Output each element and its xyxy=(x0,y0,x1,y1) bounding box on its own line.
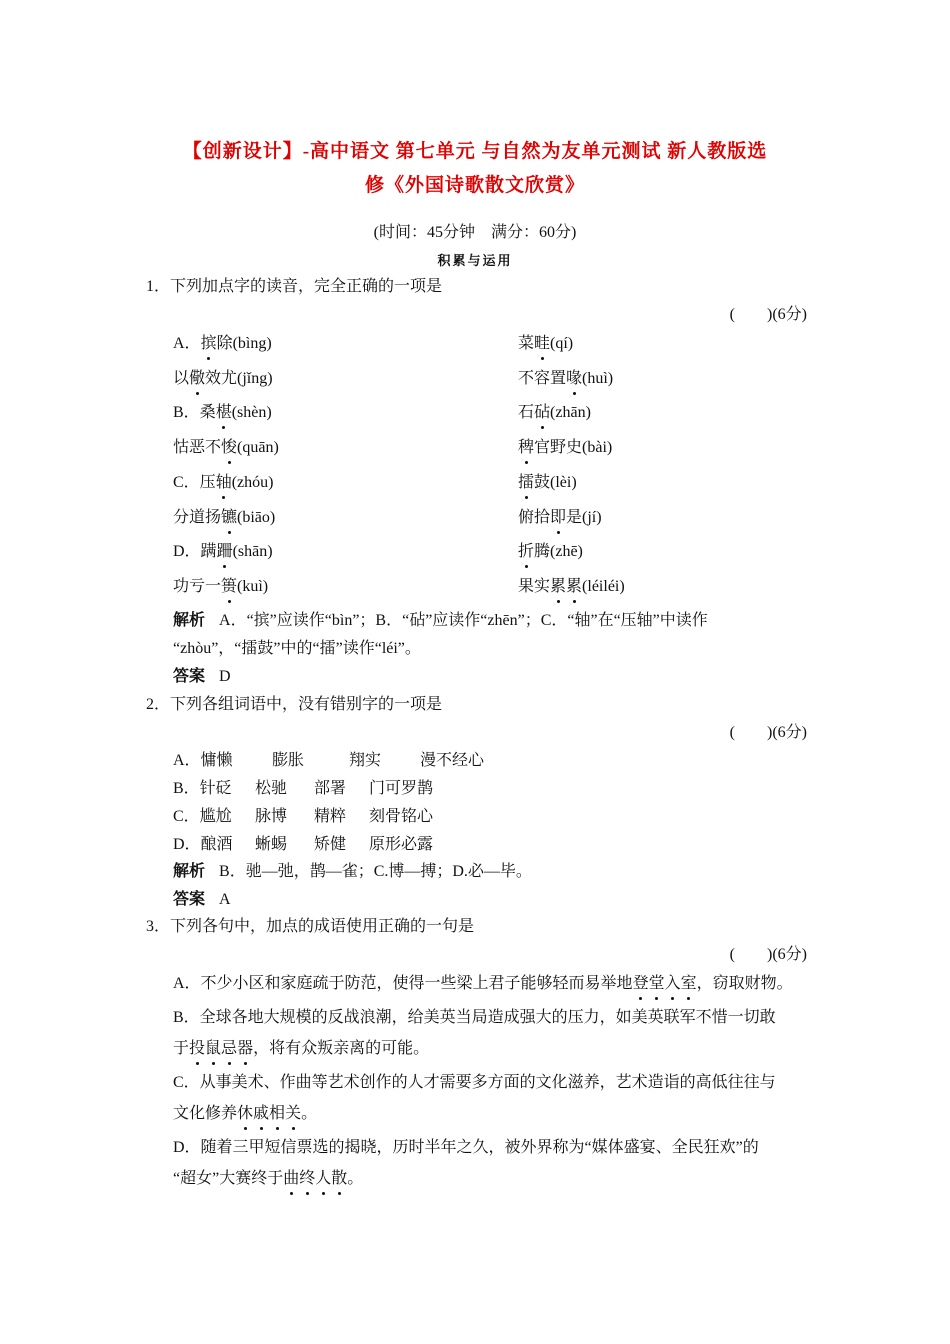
q1-option-8-a xyxy=(173,576,268,598)
answer-label: 答案 xyxy=(173,891,206,908)
emphasis-char: 椹 xyxy=(216,402,232,424)
option-text-end: (shān) xyxy=(232,543,273,560)
q2-answer-value: A xyxy=(219,891,231,908)
q1-option-5-b xyxy=(518,472,577,494)
q3-a-dotted-idiom xyxy=(633,975,697,992)
emphasis-char: 投 xyxy=(189,1038,205,1060)
q1-option-4-b xyxy=(518,437,612,459)
q2-stem: 2．下列各组词语中，没有错别字的一项是 xyxy=(146,696,443,713)
q3-option-c-line2 xyxy=(173,1103,317,1125)
q2-analysis xyxy=(173,861,532,883)
q3-option-b-line2 xyxy=(173,1038,429,1060)
emphasis-char: 曲 xyxy=(283,1168,299,1190)
q1-analysis-text2: “zhòu”，“擂鼓”中的“擂”读作“léi”。 xyxy=(173,640,421,657)
q1-answer-value: D xyxy=(219,668,231,685)
analysis-label: 解析 xyxy=(173,612,206,629)
option-text: 俯拾 xyxy=(518,509,551,526)
emphasis-char: 即 xyxy=(550,507,566,529)
q3-d-text-end: 。 xyxy=(347,1170,364,1187)
dotted-character xyxy=(216,404,232,421)
dotted-character xyxy=(216,474,232,491)
q2-answer xyxy=(173,889,231,911)
dotted-character xyxy=(550,578,582,595)
dotted-character xyxy=(534,404,550,421)
q3-b-dotted-idiom xyxy=(189,1040,253,1057)
q2-option-3-word-2: 脉博 xyxy=(255,808,288,825)
q1-option-1-a xyxy=(173,333,272,355)
option-text: B．桑 xyxy=(173,404,216,421)
emphasis-char: 累 xyxy=(566,576,582,598)
option-text-end: (kuì) xyxy=(237,578,269,595)
q1-option-4-a xyxy=(173,437,279,459)
emphasis-char: 折 xyxy=(518,541,534,563)
emphasis-char: 休 xyxy=(237,1103,253,1125)
dotted-character xyxy=(534,335,550,352)
emphasis-char: 稗 xyxy=(518,437,534,459)
time-info: (时间：45分钟 满分：60分) xyxy=(373,224,577,241)
dotted-character xyxy=(518,474,534,491)
emphasis-char: 镳 xyxy=(221,507,237,529)
q3-option-b-line1: B．全球各地大规模的反战浪潮，给美英当局造成强大的压力，如美英联军不惜一切敢 xyxy=(173,1009,776,1026)
emphasis-char: 人 xyxy=(315,1168,331,1190)
q2-analysis-text: B．驰—弛，鹊—雀；C.博—搏；D.必—毕。 xyxy=(219,863,532,880)
q3-score: ( )(6分) xyxy=(729,946,807,963)
q3-c-dotted-idiom xyxy=(237,1105,301,1122)
q1-option-7-a xyxy=(173,541,273,563)
emphasis-char: 堂 xyxy=(649,973,665,995)
dotted-character xyxy=(566,370,582,387)
q1-option-1-b xyxy=(518,333,573,355)
dotted-character xyxy=(550,509,566,526)
q2-option-2-word-4: 门可罗鹊 xyxy=(369,780,434,797)
emphasis-char: 篑 xyxy=(221,576,237,598)
section-heading: 积累与运用 xyxy=(437,253,513,268)
option-text-end: 除(bìng) xyxy=(216,335,272,352)
q3-b-text: 于 xyxy=(173,1040,190,1057)
option-text: 怙恶不 xyxy=(173,439,222,456)
q2-option-3-word-1: C．尴尬 xyxy=(173,808,232,825)
q2-option-4-word-2: 蜥蜴 xyxy=(255,836,288,853)
option-text-end: (shèn) xyxy=(231,404,272,421)
dotted-character xyxy=(217,543,233,560)
emphasis-char: 悛 xyxy=(221,437,237,459)
emphasis-char: 相 xyxy=(269,1103,285,1125)
emphasis-char: 器 xyxy=(237,1038,253,1060)
option-text-end: (quān) xyxy=(237,439,279,456)
emphasis-char: 鼠 xyxy=(205,1038,221,1060)
q2-option-4-word-4: 原形必露 xyxy=(369,836,434,853)
option-text: 菜 xyxy=(518,335,535,352)
option-text-end: (biāo) xyxy=(237,509,276,526)
emphasis-char: 终 xyxy=(299,1168,315,1190)
q3-c-text: 文化修养 xyxy=(173,1105,238,1122)
doc-title-line1: 【创新设计】-高中语文 第七单元 与自然为友单元测试 新人教版选 xyxy=(182,141,768,162)
q2-option-2-word-3: 部署 xyxy=(314,780,347,797)
answer-label: 答案 xyxy=(173,668,206,685)
option-text-end: 官野史(bài) xyxy=(534,439,613,456)
option-text-end: (qí) xyxy=(550,335,574,352)
option-text-end: (zhān) xyxy=(550,404,591,421)
q1-option-3-a xyxy=(173,402,272,424)
q3-stem: 3．下列各句中，加点的成语使用正确的一句是 xyxy=(146,918,475,935)
q3-option-c-line1: C．从事美术、作曲等艺术创作的人才需要多方面的文化滋养，艺术造诣的高低往往与 xyxy=(173,1074,776,1091)
q1-option-6-b xyxy=(518,507,602,529)
q3-option-d-line2 xyxy=(173,1168,363,1190)
q1-analysis-text1: A．“摈”应读作“bìn”；B．“砧”应读作“zhēn”；C．“轴”在“压轴”中读作 xyxy=(219,612,708,629)
emphasis-char: 戚 xyxy=(253,1103,269,1125)
q3-d-dotted-idiom xyxy=(283,1170,347,1187)
q2-option-2-word-1: B．针砭 xyxy=(173,780,232,797)
option-text: A． xyxy=(173,335,201,352)
option-text-end: (léiléi) xyxy=(582,578,625,595)
option-text: 石 xyxy=(518,404,535,421)
emphasis-char: 砧 xyxy=(534,402,550,424)
q1-answer xyxy=(173,666,231,688)
q2-option-3-word-3: 精粹 xyxy=(314,808,347,825)
emphasis-char: 累 xyxy=(550,576,566,598)
option-text: 果实 xyxy=(518,578,551,595)
option-text: 分道扬 xyxy=(173,509,222,526)
option-text: C．压 xyxy=(173,474,216,491)
q1-analysis xyxy=(173,610,708,632)
emphasis-char: 散 xyxy=(331,1168,347,1190)
dotted-character xyxy=(221,578,237,595)
dotted-character xyxy=(201,335,217,352)
q1-option-2-b xyxy=(518,368,613,390)
q1-option-5-a xyxy=(173,472,273,494)
dotted-character xyxy=(221,439,237,456)
option-text-end: 是(jí) xyxy=(566,509,602,526)
option-text: 不容置 xyxy=(518,370,567,387)
option-text: 功亏一 xyxy=(173,578,222,595)
option-text: D．蹒 xyxy=(173,543,217,560)
option-text-end: 效尤(jǐng) xyxy=(205,370,273,387)
emphasis-char: 轴 xyxy=(216,472,232,494)
q1-option-8-b xyxy=(518,576,625,598)
emphasis-char: 擂 xyxy=(518,472,534,494)
emphasis-char: 畦 xyxy=(534,333,550,355)
q3-a-text: A．不少小区和家庭疏于防范，使得一些梁上君子能够轻而易举地 xyxy=(173,975,633,992)
option-text-end: 腾(zhē) xyxy=(534,543,583,560)
dotted-character xyxy=(221,509,237,526)
q3-b-text-end: ，将有众叛亲离的可能。 xyxy=(253,1040,430,1057)
q1-option-7-b xyxy=(518,541,583,563)
q3-option-a xyxy=(173,973,793,995)
emphasis-char: 关 xyxy=(285,1103,301,1125)
q1-option-6-a xyxy=(173,507,275,529)
q3-a-text-end: ，窃取财物。 xyxy=(696,975,793,992)
q2-option-4-word-1: D．酿酒 xyxy=(173,836,233,853)
emphasis-char: 忌 xyxy=(221,1038,237,1060)
emphasis-char: 跚 xyxy=(217,541,233,563)
q2-option-3-word-4: 刻骨铭心 xyxy=(369,808,434,825)
emphasis-char: 喙 xyxy=(566,368,582,390)
q3-option-d-line1: D．随着三甲短信票选的揭晓，历时半年之久，被外界称为“媒体盛宴、全民狂欢”的 xyxy=(173,1139,759,1156)
q3-c-text-end: 。 xyxy=(301,1105,318,1122)
q1-stem: 1．下列加点字的读音，完全正确的一项是 xyxy=(146,278,443,295)
option-text: 以 xyxy=(173,370,190,387)
dotted-character xyxy=(518,543,534,560)
dotted-character xyxy=(189,370,205,387)
q2-option-1-word-2: 膨胀 xyxy=(272,752,305,769)
emphasis-char: 登 xyxy=(633,973,649,995)
emphasis-char: 入 xyxy=(665,973,681,995)
option-text-end: (zhóu) xyxy=(231,474,274,491)
q2-option-4-word-3: 矫健 xyxy=(314,836,347,853)
analysis-label: 解析 xyxy=(173,863,206,880)
emphasis-char: 儆 xyxy=(189,368,205,390)
q1-option-2-a xyxy=(173,368,273,390)
q2-score: ( )(6分) xyxy=(729,724,807,741)
q2-option-1-word-3: 翔实 xyxy=(349,752,382,769)
emphasis-char: 摈 xyxy=(201,333,217,355)
emphasis-char: 室 xyxy=(681,973,697,995)
q2-option-1-word-4: 漫不经心 xyxy=(420,752,485,769)
q3-d-text: “超女”大赛终于 xyxy=(173,1170,284,1187)
q1-score: ( )(6分) xyxy=(729,306,807,323)
option-text-end: 鼓(lèi) xyxy=(534,474,577,491)
q2-option-2-word-2: 松驰 xyxy=(255,780,288,797)
q2-option-1-word-1: A．慵懒 xyxy=(173,752,233,769)
option-text-end: (huì) xyxy=(582,370,614,387)
dotted-character xyxy=(518,439,534,456)
doc-title-line2: 修《外国诗歌散文欣赏》 xyxy=(364,175,585,196)
q1-option-3-b xyxy=(518,402,591,424)
